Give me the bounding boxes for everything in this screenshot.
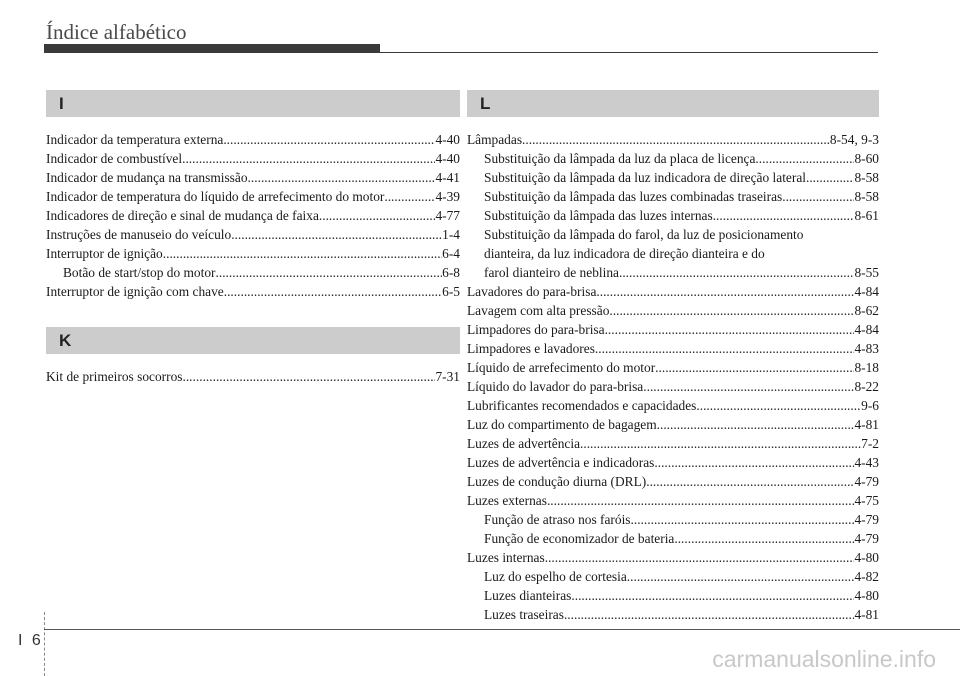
entry-text: Instruções de manuseio do veículo	[46, 227, 232, 242]
entry-page: 8-22	[854, 379, 879, 394]
entry-page: 1-4	[442, 227, 460, 242]
entry-text: farol dianteiro de neblina	[484, 265, 619, 280]
dot-leader	[674, 529, 854, 548]
dot-leader	[547, 491, 855, 510]
entry-page: 8-61	[854, 208, 879, 223]
entry-text: Líquido de arrefecimento do motor	[467, 360, 656, 375]
index-subentry	[467, 605, 879, 624]
entry-page: 4-79	[854, 531, 879, 546]
entry-page: 4-82	[854, 569, 879, 584]
index-subentry	[467, 244, 879, 263]
entry-page: 8-18	[854, 360, 879, 375]
header-bar	[44, 44, 380, 53]
entry-page: 4-40	[435, 151, 460, 166]
index-entry	[46, 367, 460, 386]
entry-page: 9-6	[861, 398, 879, 413]
entry-text: Interruptor de ignição	[46, 246, 163, 261]
dot-leader	[248, 168, 436, 187]
entry-page: 4-80	[854, 588, 879, 603]
index-entry	[467, 434, 879, 453]
footer-divider	[44, 612, 45, 676]
entry-text: Lavadores do para-brisa	[467, 284, 597, 299]
entry-page: 4-80	[854, 550, 879, 565]
header-rule	[380, 52, 878, 53]
dot-leader	[216, 263, 443, 282]
dot-leader	[755, 149, 854, 168]
dot-leader	[619, 263, 854, 282]
entry-page: 7-2	[861, 436, 879, 451]
entry-text: Indicador de temperatura do líquido de arrefecimento do motor	[46, 189, 385, 204]
entry-page: 6-5	[442, 284, 460, 299]
index-subentry	[467, 263, 879, 282]
entry-page: 8-62	[854, 303, 879, 318]
index-entry	[467, 320, 879, 339]
index-subentry	[467, 225, 879, 244]
index-entry	[467, 339, 879, 358]
entry-text: Substituição da lâmpada das luzes internas	[484, 208, 713, 223]
dot-leader	[545, 548, 855, 567]
dot-leader	[580, 434, 861, 453]
page-title: Índice alfabético	[46, 20, 187, 44]
entry-page: 4-39	[435, 189, 460, 204]
index-subentry	[467, 149, 879, 168]
index-entry	[467, 358, 879, 377]
index-entry	[467, 377, 879, 396]
dot-leader	[806, 168, 854, 187]
entry-text: Indicadores de direção e sinal de mudança de faixa	[46, 208, 319, 223]
entry-text: Lâmpadas	[467, 132, 523, 147]
index-entry	[46, 244, 460, 263]
index-entries	[46, 367, 460, 386]
index-entry	[46, 130, 460, 149]
entry-text: Indicador de combustível	[46, 151, 183, 166]
entry-text: Função de economizador de bateria	[484, 531, 675, 546]
entry-text: Luzes internas	[467, 550, 545, 565]
dot-leader	[654, 453, 854, 472]
entry-text: Lavagem com alta pressão	[467, 303, 610, 318]
entry-text: Luzes externas	[467, 493, 547, 508]
dot-leader	[384, 187, 435, 206]
entry-text: dianteira, da luz indicadora de direção dianteira e do	[484, 246, 765, 261]
page-number-value: 6	[31, 632, 43, 649]
section-header	[46, 327, 460, 354]
section-header	[46, 90, 460, 117]
index-subentry	[467, 206, 879, 225]
entry-page: 4-83	[854, 341, 879, 356]
index-entry	[46, 282, 460, 301]
index-entry	[46, 149, 460, 168]
section-letter: L	[480, 93, 491, 113]
entry-page: 4-75	[854, 493, 879, 508]
index-entry	[467, 130, 879, 149]
entry-text: Luzes de advertência	[467, 436, 581, 451]
entry-text: Indicador de mudança na transmissão	[46, 170, 248, 185]
index-entry	[467, 301, 879, 320]
entry-page: 6-8	[442, 265, 460, 280]
index-subentry	[467, 168, 879, 187]
index-entry	[467, 472, 879, 491]
entry-text: Luz do espelho de cortesia	[484, 569, 627, 584]
entry-page: 4-41	[435, 170, 460, 185]
entry-page: 7-31	[435, 369, 460, 384]
entry-text: Substituição da lâmpada da luz indicadora de direção lateral	[484, 170, 806, 185]
section-letter: I	[59, 93, 64, 113]
index-subentry	[467, 529, 879, 548]
footer-rule	[44, 629, 960, 630]
index-subentry	[467, 187, 879, 206]
entry-page: 4-77	[435, 208, 460, 223]
entry-text: Luzes traseiras	[484, 607, 564, 622]
entry-page: 4-79	[854, 474, 879, 489]
index-entry	[46, 225, 460, 244]
entry-page: 6-4	[442, 246, 460, 261]
dot-leader	[596, 282, 854, 301]
page-section-letter: I	[18, 632, 25, 649]
dot-leader	[627, 567, 855, 586]
dot-leader	[595, 339, 855, 358]
entry-text: Líquido do lavador do para-brisa	[467, 379, 644, 394]
entry-page: 8-55	[854, 265, 879, 280]
entry-text: Substituição da lâmpada das luzes combinadas traseiras	[484, 189, 783, 204]
index-entry	[46, 187, 460, 206]
page-number	[18, 632, 43, 650]
dot-leader	[643, 377, 854, 396]
index-entry	[467, 453, 879, 472]
index-entry	[467, 282, 879, 301]
dot-leader	[564, 605, 855, 624]
entry-text: Limpadores do para-brisa	[467, 322, 605, 337]
dot-leader	[631, 510, 855, 529]
dot-leader	[655, 358, 854, 377]
index-entry	[467, 415, 879, 434]
entry-page: 8-58	[854, 170, 879, 185]
index-entries	[46, 130, 460, 301]
index-entry	[467, 396, 879, 415]
entry-page: 4-43	[854, 455, 879, 470]
entry-text: Limpadores e lavadores	[467, 341, 595, 356]
dot-leader	[223, 130, 435, 149]
watermark: carmanualsonline.info	[712, 646, 936, 672]
index-column-left	[46, 90, 460, 386]
dot-leader	[782, 187, 854, 206]
index-column-right	[467, 90, 879, 624]
dot-leader	[522, 130, 830, 149]
section-header	[467, 90, 879, 117]
entry-page: 8-54, 9-3	[829, 132, 879, 147]
entry-text: Indicador da temperatura externa	[46, 132, 224, 147]
entry-text: Luzes de condução diurna (DRL)	[467, 474, 647, 489]
dot-leader	[319, 206, 436, 225]
dot-leader	[646, 472, 854, 491]
entry-page: 4-79	[854, 512, 879, 527]
entry-text: Luzes dianteiras	[484, 588, 572, 603]
dot-leader	[657, 415, 855, 434]
dot-leader	[182, 149, 435, 168]
entry-page: 8-60	[854, 151, 879, 166]
dot-leader	[182, 367, 435, 386]
dot-leader	[605, 320, 855, 339]
index-subentry	[467, 567, 879, 586]
section-letter: K	[59, 330, 72, 350]
entry-page: 4-81	[854, 417, 879, 432]
dot-leader	[231, 225, 442, 244]
dot-leader	[609, 301, 854, 320]
entry-text: Botão de start/stop do motor	[63, 265, 216, 280]
index-entry	[467, 548, 879, 567]
entry-text: Kit de primeiros socorros	[46, 369, 183, 384]
entry-page: 4-84	[854, 322, 879, 337]
index-entry	[467, 491, 879, 510]
index-subentry	[467, 586, 879, 605]
index-entry	[46, 206, 460, 225]
entry-page: 4-40	[435, 132, 460, 147]
entry-text: Função de atraso nos faróis	[484, 512, 631, 527]
dot-leader	[224, 282, 442, 301]
index-subentry	[467, 510, 879, 529]
dot-leader	[571, 586, 854, 605]
dot-leader	[713, 206, 855, 225]
entry-page: 8-58	[854, 189, 879, 204]
index-subentry	[46, 263, 460, 282]
entry-page: 4-81	[854, 607, 879, 622]
dot-leader	[163, 244, 442, 263]
entry-text: Lubrificantes recomendados e capacidades	[467, 398, 697, 413]
entry-page: 4-84	[854, 284, 879, 299]
entry-text: Interruptor de ignição com chave	[46, 284, 224, 299]
entry-text: Luz do compartimento de bagagem	[467, 417, 657, 432]
entry-text: Substituição da lâmpada do farol, da luz de posicionamento	[484, 227, 804, 242]
index-entry	[46, 168, 460, 187]
dot-leader	[696, 396, 861, 415]
entry-text: Substituição da lâmpada da luz da placa de licença	[484, 151, 756, 166]
index-entries	[467, 130, 879, 624]
entry-text: Luzes de advertência e indicadoras	[467, 455, 655, 470]
